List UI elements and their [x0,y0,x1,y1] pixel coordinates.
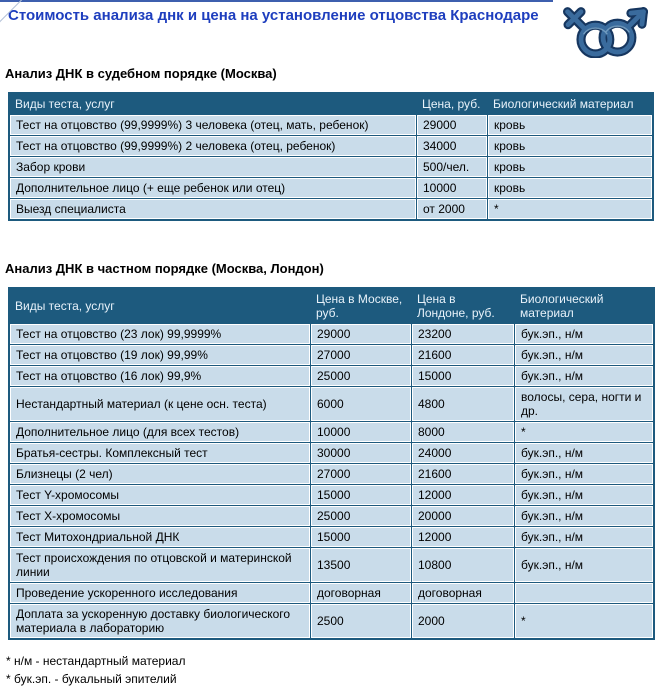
table-cell: 500/чел. [417,157,487,177]
table-cell: 20000 [412,506,514,526]
table-cell: Тест на отцовство (23 лок) 99,9999% [10,324,310,344]
table-cell: 6000 [311,387,411,421]
table-cell: Проведение ускоренного исследования [10,583,310,603]
table-row [10,604,653,638]
footnotes [6,652,659,688]
column-header-material: Биологический материал [488,94,652,114]
table-row [10,178,652,198]
table-cell: 27000 [311,464,411,484]
table-cell: договорная [311,583,411,603]
section-heading-private: Анализ ДНК в частном порядке (Москва, Лондон) [5,261,324,276]
table-cell: 10000 [417,178,487,198]
table-cell: Тест на отцовство (19 лок) 99,99% [10,345,310,365]
table-cell: 25000 [311,506,411,526]
top-rule [0,0,553,2]
table-cell: Доплата за ускоренную доставку биологического материала в лабораторию [10,604,310,638]
table-cell: 15000 [311,527,411,547]
table-cell: 30000 [311,443,411,463]
table-cell: кровь [488,178,652,198]
column-header-price-moscow: Цена в Москве, руб. [311,289,411,323]
table-cell: Тест на отцовство (99,9999%) 2 человека (отец, ребенок) [10,136,416,156]
table-cell: 29000 [417,115,487,135]
table-cell: 29000 [311,324,411,344]
table-row [10,443,653,463]
table-cell: * [488,199,652,219]
table-cell: бук.эп., н/м [515,506,653,526]
table-cell: 23200 [412,324,514,344]
table-cell: бук.эп., н/м [515,485,653,505]
table-cell: 10800 [412,548,514,582]
table-cell: Тест Х-хромосомы [10,506,310,526]
table-cell: 12000 [412,527,514,547]
table-cell: Нестандартный материал (к цене осн. теста) [10,387,310,421]
table-cell: Тест Митохондриальной ДНК [10,527,310,547]
interlocked-male-female-gender-icon [557,0,653,58]
table-cell: 25000 [311,366,411,386]
table-cell: Дополнительное лицо (+ еще ребенок или отец) [10,178,416,198]
table-row [10,366,653,386]
table-row [10,527,653,547]
table-row [10,548,653,582]
table-cell: бук.эп., н/м [515,345,653,365]
table-row [10,464,653,484]
table-cell: бук.эп., н/м [515,464,653,484]
table-row [10,157,652,177]
table-row [10,199,652,219]
table-row [10,506,653,526]
table-cell: Тест происхождения по отцовской и материнской линии [10,548,310,582]
table-row [10,324,653,344]
table-cell: 12000 [412,485,514,505]
column-header-price: Цена, руб. [417,94,487,114]
court-price-table [8,92,654,221]
footnote-buccal-epithelium: * бук.эп. - букальный эпителий [6,672,177,686]
table-cell: Тест Y-хромосомы [10,485,310,505]
table-cell: 34000 [417,136,487,156]
table-row [10,345,653,365]
page-title: Стоимость анализа днк и цена на установление отцовства Краснодаре [8,7,539,24]
table-cell: Выезд специалиста [10,199,416,219]
table-cell: 27000 [311,345,411,365]
table-cell: 21600 [412,464,514,484]
table-cell: Забор крови [10,157,416,177]
table-cell: 15000 [412,366,514,386]
column-header-service: Виды теста, услуг [10,94,416,114]
table-row [10,387,653,421]
table-row [10,485,653,505]
table-cell: бук.эп., н/м [515,548,653,582]
table-cell: от 2000 [417,199,487,219]
table-cell: 21600 [412,345,514,365]
table-cell: бук.эп., н/м [515,366,653,386]
table-cell: * [515,422,653,442]
table-header-row [10,94,652,114]
table-row [10,422,653,442]
table-cell: 24000 [412,443,514,463]
table-cell: 10000 [311,422,411,442]
table-cell: Тест на отцовство (99,9999%) 3 человека (отец, мать, ребенок) [10,115,416,135]
table-cell: 13500 [311,548,411,582]
table-row [10,136,652,156]
table-cell: 2000 [412,604,514,638]
table-cell: бук.эп., н/м [515,527,653,547]
column-header-price-london: Цена в Лондоне, руб. [412,289,514,323]
table-cell: кровь [488,136,652,156]
table-row [10,583,653,603]
footnote-nonstandard-material: * н/м - нестандартный материал [6,654,186,668]
column-header-material: Биологический материал [515,289,653,323]
column-header-service: Виды теста, услуг [10,289,310,323]
table-cell: бук.эп., н/м [515,443,653,463]
table-cell: * [515,604,653,638]
table-header-row [10,289,653,323]
section-heading-court: Анализ ДНК в судебном порядке (Москва) [5,66,277,81]
table-cell: 2500 [311,604,411,638]
table-cell: 4800 [412,387,514,421]
table-cell: Дополнительное лицо (для всех тестов) [10,422,310,442]
table-cell: Близнецы (2 чел) [10,464,310,484]
table-cell: 8000 [412,422,514,442]
table-cell: 15000 [311,485,411,505]
table-cell: Тест на отцовство (16 лок) 99,9% [10,366,310,386]
private-price-table [8,287,655,640]
table-cell: волосы, сера, ногти и др. [515,387,653,421]
table-cell: Братья-сестры. Комплексный тест [10,443,310,463]
table-cell [515,583,653,603]
table-row [10,115,652,135]
table-cell: кровь [488,115,652,135]
table-cell: договорная [412,583,514,603]
table-cell: кровь [488,157,652,177]
table-cell: бук.эп., н/м [515,324,653,344]
